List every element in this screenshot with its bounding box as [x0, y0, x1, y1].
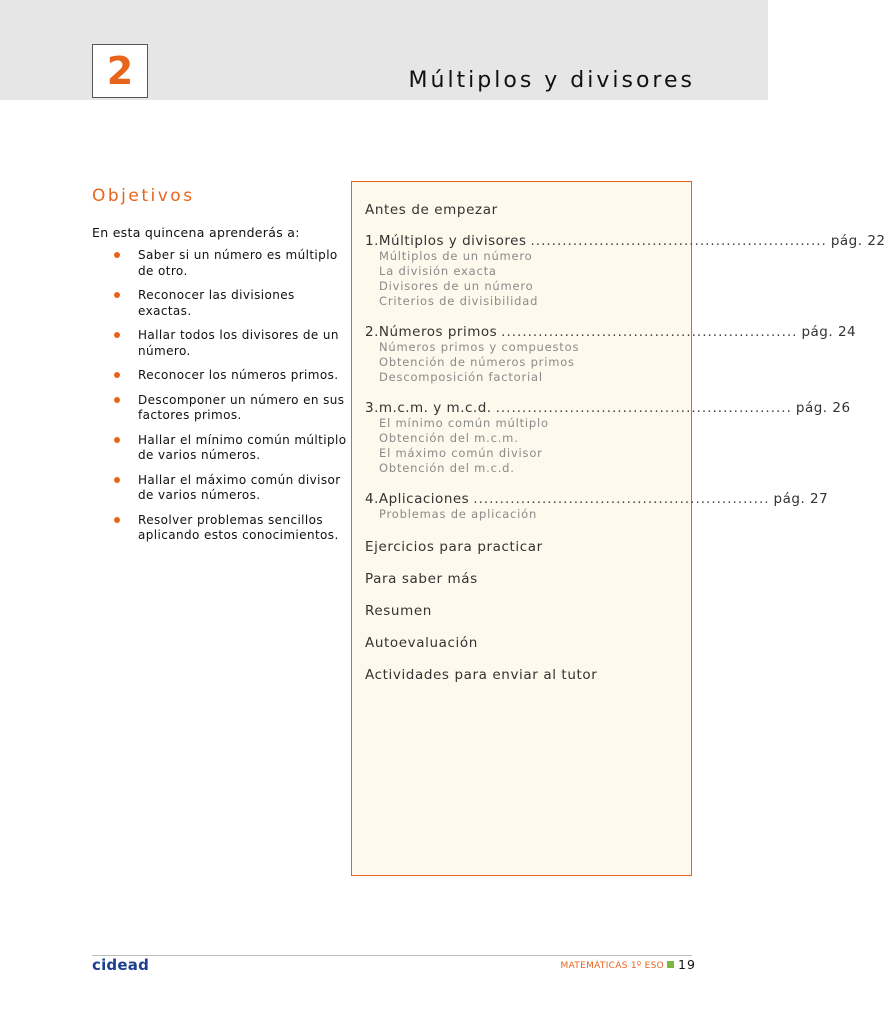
toc-extra-link[interactable]: Resumen: [365, 603, 432, 619]
toc-subitem: La división exacta: [379, 264, 497, 278]
toc-dot-leader: ........................................................: [473, 491, 770, 507]
toc-section-page: pág. 26: [795, 400, 851, 416]
bullet-icon: [114, 252, 120, 258]
objective-text: Descomponer un número en sus factores primos.: [138, 392, 345, 422]
objective-text: Hallar el mínimo común múltiplo de varios números.: [138, 432, 347, 462]
toc-section-page: pág. 27: [773, 491, 829, 507]
footer-divider: [92, 955, 692, 956]
table-of-contents: [351, 181, 886, 876]
toc-extra-link[interactable]: Autoevaluación: [365, 635, 478, 651]
toc-subitem: Criterios de divisibilidad: [379, 294, 539, 308]
toc-section: [365, 400, 851, 476]
objective-item: [92, 368, 352, 384]
toc-subitem: El máximo común divisor: [379, 446, 543, 460]
toc-subitem: Problemas de aplicación: [379, 507, 538, 521]
chapter-number: 2: [106, 49, 134, 93]
toc-extra-link[interactable]: Para saber más: [365, 571, 478, 587]
toc-subitem: Múltiplos de un número: [379, 249, 533, 263]
toc-subitem: Obtención de números primos: [379, 355, 575, 369]
toc-section-title: 1.Múltiplos y divisores: [365, 233, 527, 249]
objective-text: Reconocer las divisiones exactas.: [138, 288, 295, 318]
objective-text: Hallar el máximo común divisor de varios números.: [138, 472, 341, 502]
toc-section-page: pág. 24: [801, 324, 857, 340]
toc-section: [365, 491, 829, 522]
objectives-heading: Objetivos: [92, 186, 195, 206]
toc-dot-leader: ........................................................: [530, 233, 827, 249]
bullet-icon: [114, 292, 120, 298]
objective-text: Resolver problemas sencillos aplicando estos conocimientos.: [138, 512, 339, 542]
toc-subitem: Números primos y compuestos: [379, 340, 580, 354]
objectives-list: [92, 248, 352, 553]
toc-extra-link[interactable]: Ejercicios para practicar: [365, 539, 543, 555]
toc-section-link[interactable]: [365, 233, 886, 249]
objective-text: Hallar todos los divisores de un número.: [138, 328, 339, 358]
toc-section: [365, 324, 857, 385]
footer-subject: MATEMÁTICAS 1º ESO: [560, 961, 664, 971]
objective-item: [92, 393, 352, 424]
objective-item: [92, 248, 352, 279]
objective-item: [92, 328, 352, 359]
toc-intro-link[interactable]: Antes de empezar: [365, 202, 498, 218]
toc-subitem: Obtención del m.c.m.: [379, 431, 519, 445]
bullet-icon: [114, 397, 120, 403]
toc-section: [365, 233, 886, 309]
bullet-icon: [114, 477, 120, 483]
bullet-icon: [114, 437, 120, 443]
bullet-icon: [114, 517, 120, 523]
bullet-icon: [114, 372, 120, 378]
objective-item: [92, 433, 352, 464]
bullet-icon: [114, 332, 120, 338]
toc-subitem: El mínimo común múltiplo: [379, 416, 549, 430]
objective-text: Reconocer los números primos.: [138, 368, 339, 382]
toc-dot-leader: ........................................................: [501, 324, 798, 340]
toc-section-link[interactable]: [365, 324, 857, 340]
objective-item: [92, 513, 352, 544]
toc-section-link[interactable]: [365, 400, 851, 416]
toc-section-link[interactable]: [365, 491, 829, 507]
toc-extra-link[interactable]: Actividades para enviar al tutor: [365, 667, 598, 683]
toc-subitem: Divisores de un número: [379, 279, 534, 293]
toc-section-title: 2.Números primos: [365, 324, 498, 340]
toc-dot-leader: ........................................................: [495, 400, 792, 416]
cidead-logo: cidead: [92, 956, 150, 974]
page-number: 19: [678, 957, 696, 972]
toc-section-title: 4.Aplicaciones: [365, 491, 470, 507]
objectives-intro: En esta quincena aprenderás a:: [92, 225, 300, 240]
page-title: Múltiplos y divisores: [408, 68, 695, 93]
footer-square-icon: [667, 961, 674, 968]
toc-section-title: 3.m.c.m. y m.c.d.: [365, 400, 492, 416]
objective-item: [92, 473, 352, 504]
toc-subitem: Descomposición factorial: [379, 370, 543, 384]
toc-subitem: Obtención del m.c.d.: [379, 461, 515, 475]
toc-section-page: pág. 22: [830, 233, 886, 249]
chapter-number-box: [92, 44, 148, 98]
objective-item: [92, 288, 352, 319]
objective-text: Saber si un número es múltiplo de otro.: [138, 248, 338, 278]
